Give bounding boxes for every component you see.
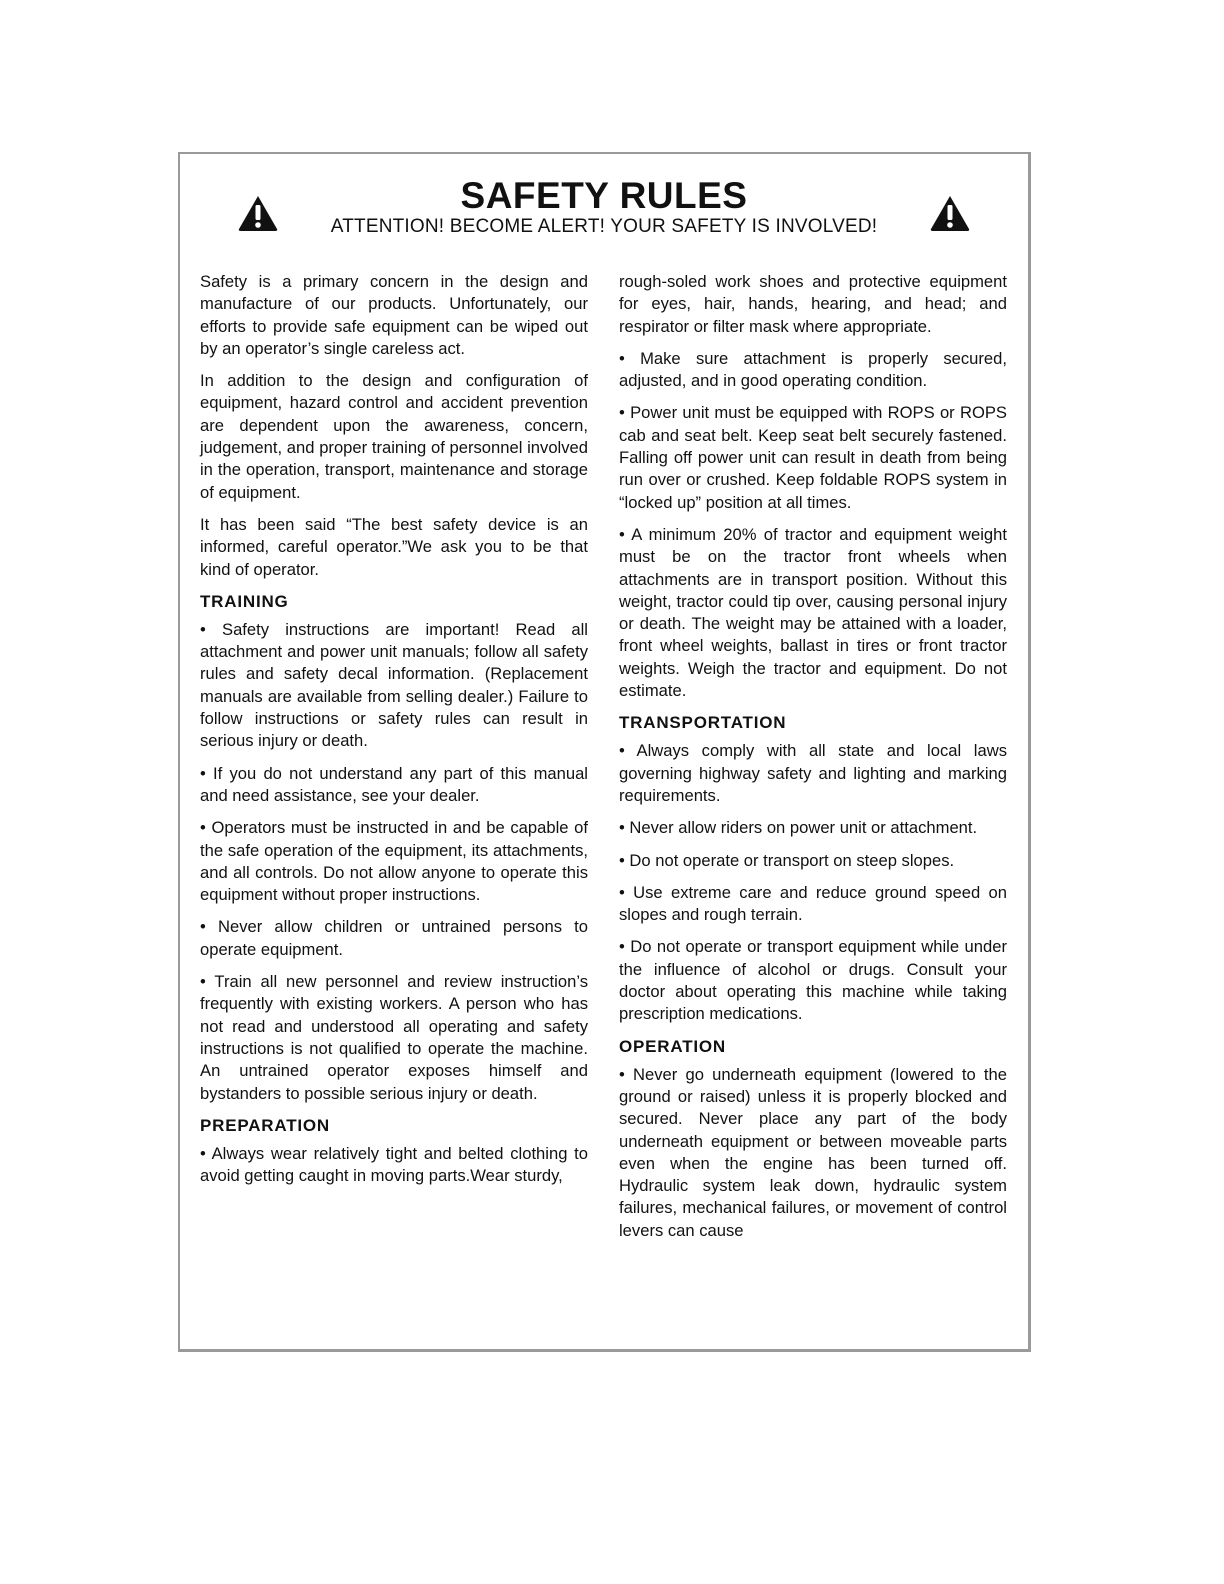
- intro-paragraph: It has been said “The best safety device is an informed, careful operator.”We ask you to be that kind of operator.: [200, 514, 588, 579]
- transportation-item: • Do not operate or transport on steep slopes.: [619, 850, 955, 870]
- training-item: • Train all new personnel and review instruction’s frequently with existing workers. A person who has not read and understood all operating and safety instructions is not qualified to operate the machine. An untrained operator exposes himself and bystanders to possible serious injury or death.: [200, 972, 588, 1103]
- page-subtitle: ATTENTION! BECOME ALERT! YOUR SAFETY IS INVOLVED!: [330, 216, 878, 237]
- header: [180, 176, 1028, 238]
- transportation-item: • Never allow riders on power unit or attachment.: [619, 818, 978, 838]
- section-heading-training: TRAINING: [200, 591, 289, 611]
- section-heading-preparation: PREPARATION: [200, 1115, 331, 1135]
- operation-item: • Never go underneath equipment (lowered to the ground or raised) unless it is properly blocked and secured. Never place any part of the body underneath equipment or between moveable parts even when the engine has been turned off. Hydraulic system leak down, hydraulic system failures, mechanical failures, or movement of control levers can cause: [619, 1064, 1007, 1240]
- transportation-item: • Do not operate or transport equipment while under the influence of alcohol or drugs. Consult your doctor about operating this machine while taking prescription medications.: [619, 937, 1007, 1024]
- training-item: • If you do not understand any part of this manual and need assistance, see your dealer.: [200, 763, 588, 805]
- transportation-item: • Always comply with all state and local laws governing highway safety and lighting and marking requirements.: [619, 741, 1007, 805]
- page-title: SAFETY RULES: [460, 175, 748, 216]
- section-heading-transportation: TRANSPORTATION: [619, 713, 787, 733]
- preparation-item: • Always wear relatively tight and belted clothing to avoid getting caught in moving parts.Wear sturdy,: [200, 1143, 588, 1186]
- left-column: [200, 271, 588, 1197]
- preparation-item: • Make sure attachment is properly secured, adjusted, and in good operating condition.: [619, 348, 1007, 391]
- preparation-item: rough-soled work shoes and protective equipment for eyes, hair, hands, hearing, and head; and respirator or filter mask where appropriate.: [619, 272, 1007, 336]
- training-item: • Operators must be instructed in and be capable of the safe operation of the equipment, its attachments, and all controls. Do not allow anyone to operate this equipment without proper instructions.: [200, 818, 588, 905]
- preparation-item: • A minimum 20% of tractor and equipment weight must be on the tractor front wheels when attachments are in transport position. Without this weight, tractor could tip over, causing personal injury or death. The weight may be attained with a loader, front wheel weights, ballast in tires or front tractor weights. Weigh the tractor and equipment. Do not estimate.: [619, 524, 1007, 701]
- training-item: • Safety instructions are important! Read all attachment and power unit manuals; follow all safety rules and safety decal information. (Replacement manuals are available from selling dealer.) Failure to follow instructions or safety rules can result in serious injury or death.: [200, 619, 588, 751]
- safety-rules-panel: [178, 152, 1031, 1352]
- right-column: [619, 271, 1007, 1252]
- section-heading-operation: OPERATION: [619, 1036, 727, 1056]
- training-item: • Never allow children or untrained persons to operate equipment.: [200, 917, 588, 959]
- preparation-item: • Power unit must be equipped with ROPS or ROPS cab and seat belt. Keep seat belt securely fastened. Falling off power unit can result in death from being run over or crushed. Keep foldable ROPS system in “locked up” position at all times.: [619, 403, 1007, 512]
- intro-paragraph: In addition to the design and configuration of equipment, hazard control and accident prevention are dependent upon the awareness, concern, judgement, and proper training of personnel involved in the operation, transport, maintenance and storage of equipment.: [200, 371, 588, 502]
- transportation-item: • Use extreme care and reduce ground speed on slopes and rough terrain.: [619, 882, 1007, 925]
- intro-paragraph: Safety is a primary concern in the design and manufacture of our products. Unfortunately, our efforts to provide safe equipment can be wiped out by an operator’s single careless act.: [200, 272, 588, 358]
